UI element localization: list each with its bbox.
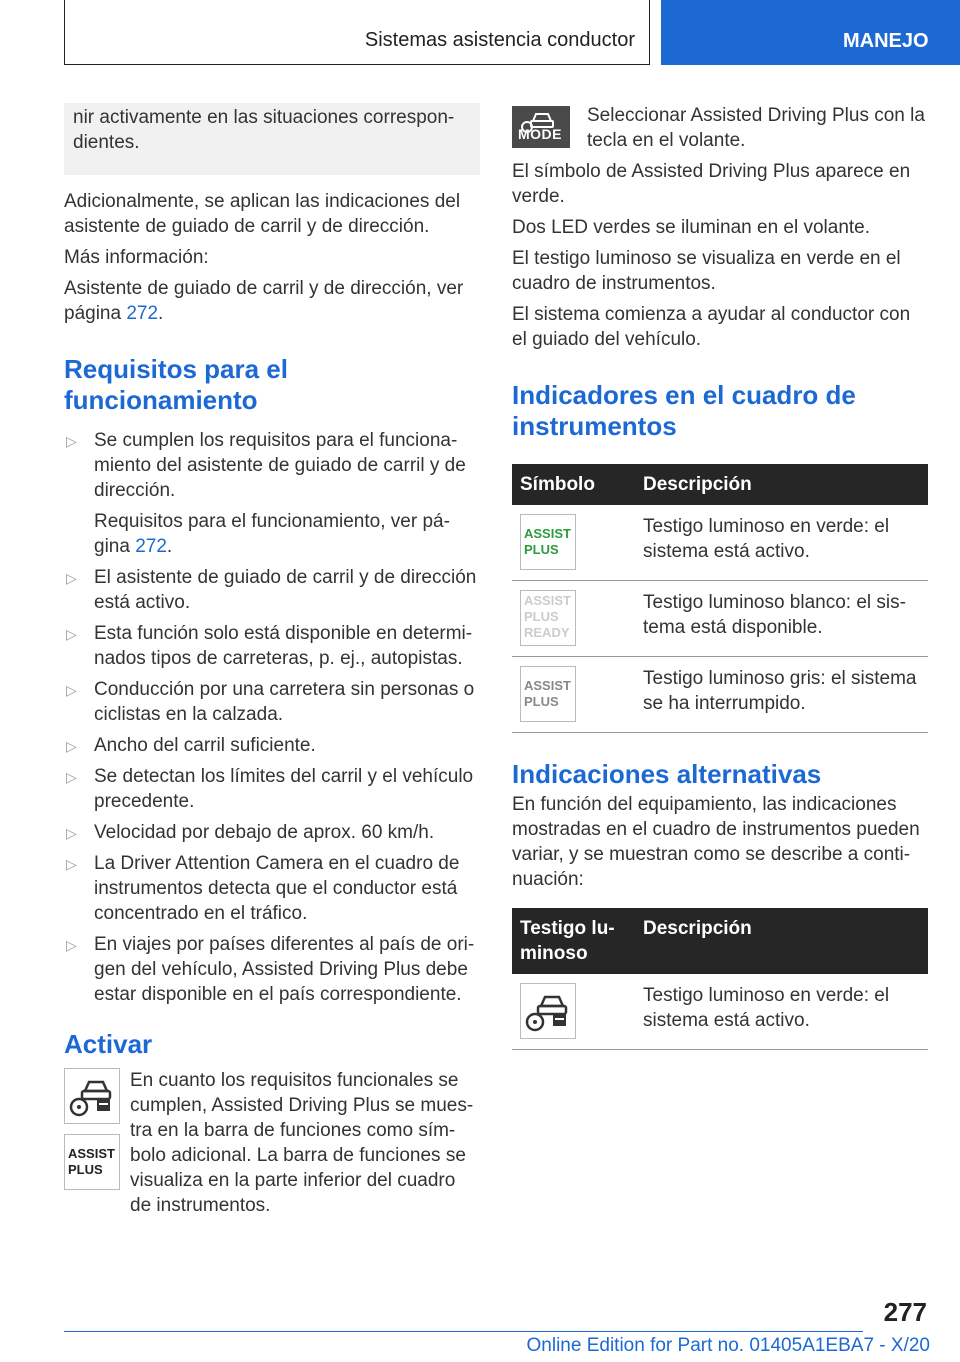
list-item-text: Esta función solo está disponible en determi-nados tipos de carreteras, p. ej., autopistas. — [94, 623, 473, 669]
triangle-bullet-icon: ▷ — [66, 937, 77, 953]
paragraph: Más información: — [64, 247, 209, 268]
table-row — [512, 581, 928, 657]
mode-text: Seleccionar Assisted Driving Plus con la tecla en el volante. — [587, 105, 925, 151]
section-title: Sistemas asistencia conductor — [364, 29, 635, 51]
list-item-text: Velocidad por debajo de aprox. 60 km/h. — [94, 822, 435, 843]
chapter-tab-label: MANEJO — [843, 30, 929, 52]
icon-label: ASSIST PLUS READY — [524, 593, 571, 640]
symbol-cell — [512, 974, 635, 1050]
table-header-description: Descripción — [635, 908, 928, 974]
paragraph: El sistema comienza a ayudar al conductor con el guiado del vehículo. — [512, 304, 911, 350]
icon-label: ASSIST PLUS — [524, 526, 571, 557]
paragraph: En función del equipamiento, las indicaciones mostradas en el cuadro de instrumentos pueden variar, y se muestran como se describe a conti-nuación: — [512, 794, 920, 890]
assist-plus-icon-label: ASSIST PLUS — [68, 1146, 115, 1177]
heading-activate: Activar — [64, 1029, 153, 1059]
chapter-tab[interactable] — [661, 0, 960, 65]
triangle-bullet-icon: ▷ — [66, 856, 77, 872]
description-cell: Testigo luminoso gris: el sistema se ha interrumpido. — [635, 657, 928, 733]
mode-instruction — [512, 103, 928, 153]
activate-section — [64, 1068, 480, 1218]
steering-assist-icon — [64, 1068, 120, 1124]
left-column — [64, 103, 480, 1218]
list-item-text: Ancho del carril suficiente. — [94, 735, 316, 756]
indicator-table — [512, 464, 928, 733]
list-item-text: En viajes por países diferentes al país de ori-gen del vehículo, Assisted Driving Plus debe estar disponible en el país correspondiente. — [94, 934, 475, 1005]
assist-plus-green-icon — [520, 514, 576, 570]
table-row — [512, 974, 928, 1050]
requirements-list — [64, 428, 480, 1007]
triangle-bullet-icon: ▷ — [66, 825, 77, 841]
activate-text: En cuanto los requisitos funcionales se cumplen, Assisted Driving Plus se mues-tra en la barra de funciones como sím-bolo adicional. La barra de funciones se visualiza en la parte inferior del cuadro de instrumentos. — [130, 1070, 474, 1216]
header-section-box — [64, 0, 650, 65]
symbol-cell — [512, 505, 635, 581]
paragraph: El símbolo de Assisted Driving Plus aparece en verde. — [512, 161, 911, 207]
symbol-cell — [512, 581, 635, 657]
paragraph-text: Asistente de guiado de carril y de dirección, ver página — [64, 278, 464, 324]
subtext: Requisitos para el funcionamiento, ver pá-gina — [94, 511, 450, 557]
continued-note: nir activamente en las situaciones correspon-dientes. — [64, 103, 480, 175]
assist-plus-ready-white-icon — [520, 590, 576, 646]
paragraph: Dos LED verdes se iluminan en el volante. — [512, 217, 871, 238]
subtext-end: . — [166, 536, 173, 557]
page-link-272[interactable]: 272 — [126, 303, 159, 324]
table-row — [512, 657, 928, 733]
alternative-table — [512, 908, 928, 1050]
description-cell: Testigo luminoso en verde: el sistema está activo. — [635, 505, 928, 581]
triangle-bullet-icon: ▷ — [66, 769, 77, 785]
list-item-text: Se detectan los límites del carril y el vehículo precedente. — [94, 766, 474, 812]
steering-assist-icon — [520, 983, 576, 1039]
paragraph: Adicionalmente, se aplican las indicaciones del asistente de guiado de carril y de dirección. — [64, 191, 461, 237]
list-item — [64, 677, 480, 727]
triangle-bullet-icon: ▷ — [66, 682, 77, 698]
list-item — [64, 428, 480, 559]
list-item — [64, 565, 480, 615]
mode-button-label: MODE — [518, 126, 562, 142]
activate-icons — [64, 1068, 130, 1218]
icon-label: ASSIST PLUS — [524, 678, 571, 709]
heading-alternative: Indicaciones alternativas — [512, 759, 822, 789]
footer-edition: Online Edition for Part no. 01405A1EBA7 - X/20 — [526, 1335, 930, 1356]
description-cell: Testigo luminoso blanco: el sis-tema está disponible. — [635, 581, 928, 657]
description-cell: Testigo luminoso en verde: el sistema está activo. — [635, 974, 928, 1050]
list-item — [64, 733, 480, 758]
triangle-bullet-icon: ▷ — [66, 626, 77, 642]
triangle-bullet-icon: ▷ — [66, 738, 77, 754]
list-item-text: Se cumplen los requisitos para el funciona-miento del asistente de guiado de carril y de dirección. — [94, 430, 466, 501]
assist-plus-grey-icon — [520, 666, 576, 722]
right-column — [512, 103, 928, 1050]
list-item-text: La Driver Attention Camera en el cuadro de instrumentos detecta que el conductor está concentrado en el tráfico. — [94, 853, 460, 924]
list-item — [64, 621, 480, 671]
list-item — [64, 764, 480, 814]
table-header-symbol: Símbolo — [512, 464, 635, 505]
mode-button-icon — [512, 106, 570, 148]
heading-requirements: Requisitos para el funcionamiento — [64, 354, 288, 415]
list-item — [64, 932, 480, 1007]
symbol-cell — [512, 657, 635, 733]
paragraph: El testigo luminoso se visualiza en verde en el cuadro de instrumentos. — [512, 248, 901, 294]
list-item — [64, 851, 480, 926]
table-header-description: Descripción — [635, 464, 928, 505]
table-row — [512, 505, 928, 581]
table-header-indicator: Testigo lu-minoso — [512, 908, 635, 974]
list-item-subtext — [94, 509, 480, 559]
paragraph-end: . — [158, 303, 164, 324]
paragraph-with-link — [64, 276, 480, 326]
triangle-bullet-icon: ▷ — [66, 433, 77, 449]
page-number: 277 — [883, 1297, 927, 1327]
list-item — [64, 820, 480, 845]
triangle-bullet-icon: ▷ — [66, 570, 77, 586]
list-item-text: Conducción por una carretera sin personas o ciclistas en la calzada. — [94, 679, 475, 725]
list-item-text: El asistente de guiado de carril y de dirección está activo. — [94, 567, 477, 613]
footer-divider — [64, 1331, 863, 1332]
heading-indicators: Indicadores en el cuadro de instrumentos — [512, 380, 856, 441]
page-link-272[interactable]: 272 — [135, 536, 167, 557]
assist-plus-icon — [64, 1134, 120, 1190]
